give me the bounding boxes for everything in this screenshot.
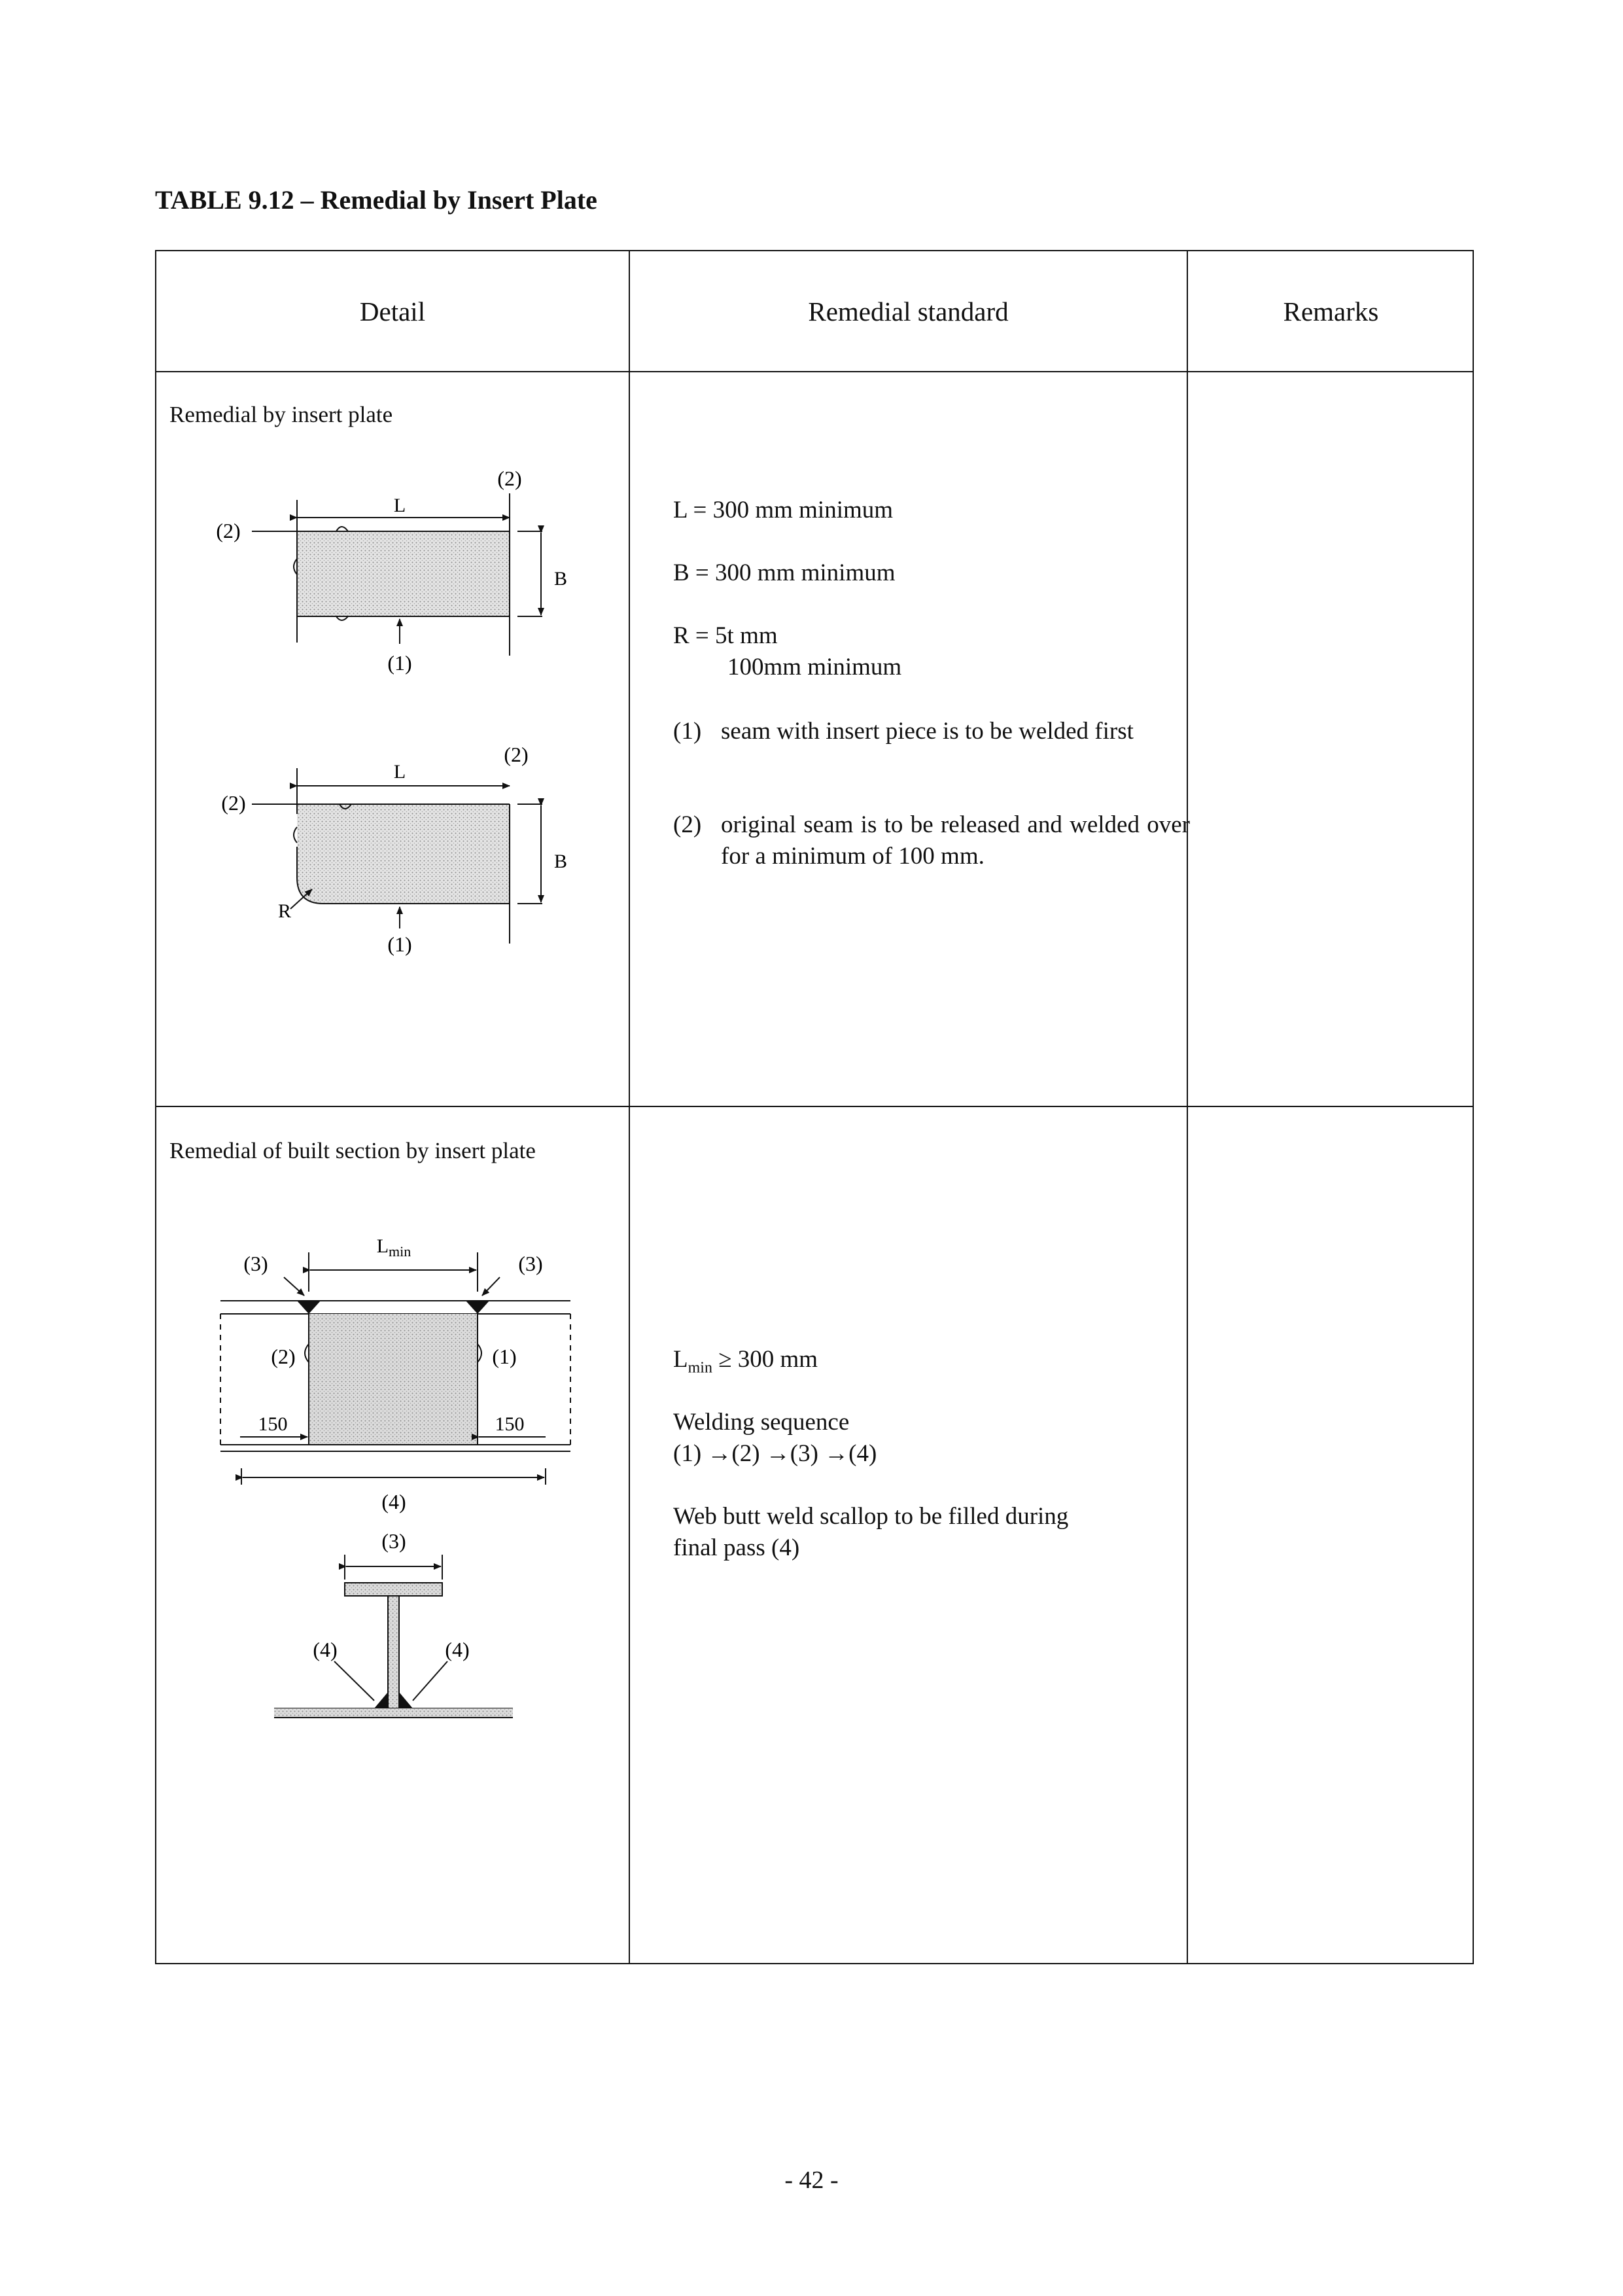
scallop-note-line2: final pass (4) [673,1534,800,1561]
lmin-subscript: min [688,1359,712,1377]
dim-150-label: 150 [258,1413,288,1435]
weld-fillet [374,1692,388,1708]
dim-lmin-label: $L_{min}$ [376,1235,411,1260]
weld-fillet [399,1692,413,1708]
mark-2-label: (2) [216,519,241,542]
mark-1-label: (1) [387,932,412,956]
standard-r-minimum: 100mm minimum [727,654,902,680]
mark-3-label: (3) [243,1252,268,1275]
weld-fillet [466,1301,489,1314]
mark-1-label: (1) [492,1345,517,1368]
mark-2-label: (2) [504,743,529,766]
mark-2-label: (2) [497,467,522,490]
mark-3-label: (3) [518,1252,543,1275]
standard-l: L = 300 mm minimum [673,497,894,523]
header-remedial-standard: Remedial standard [808,296,1009,327]
page-number: - 42 - [784,2166,839,2194]
welding-sequence-title: Welding sequence [673,1409,850,1436]
mark-2-label: (2) [271,1345,296,1368]
mark-2-label: (2) [221,791,246,815]
row-divider [156,1106,1473,1107]
insert-plate-diagram [156,448,627,984]
plate-diagram-radius [252,768,542,944]
header-remarks: Remarks [1283,296,1379,327]
row2-detail-title: Remedial of built section by insert plate [169,1138,536,1163]
mark-4-label: (4) [445,1638,470,1661]
standard-item [673,716,1190,747]
column-divider [629,251,630,1963]
dim-l-label: L [393,761,406,783]
item-number: (1) [673,718,702,745]
dim-l-label: L [393,495,406,516]
radius-label: R [277,900,291,922]
table-title: TABLE 9.12 – Remedial by Insert Plate [155,185,597,215]
header-detail: Detail [359,296,426,327]
mark-3-label: (3) [381,1529,406,1553]
item-text: original seam is to be released and welded over for a minimum of 100 mm. [721,811,1190,870]
mark-4-label: (4) [381,1490,406,1513]
plate-diagram-square [252,493,542,656]
standard-b: B = 300 mm minimum [673,559,896,586]
weld-fillet [297,1301,321,1314]
row1-detail-title: Remedial by insert plate [169,402,393,427]
scallop-note-line1: Web butt weld scallop to be filled during [673,1503,1069,1530]
column-divider [1187,251,1188,1963]
lmin-symbol: L [673,1346,688,1373]
dim-b-label: B [554,851,568,872]
standard-item [673,809,1190,872]
mark-4-label: (4) [313,1638,338,1661]
built-section-diagram [156,1180,627,1756]
remedial-table [155,250,1474,1964]
standard-r: R = 5t mm [673,622,778,649]
item-number: (2) [673,811,702,838]
section-cross [274,1555,513,1718]
item-text: seam with insert piece is to be welded first [721,718,1134,745]
dim-150-label: 150 [495,1413,525,1435]
mark-1-label: (1) [387,651,412,675]
standard-lmin [673,1344,818,1383]
lmin-value: ≥ 300 mm [712,1346,818,1373]
dim-b-label: B [554,568,568,590]
header-divider [156,371,1473,372]
welding-sequence: (1) →(2) →(3) →(4) [673,1440,877,1467]
section-elevation [220,1252,570,1485]
